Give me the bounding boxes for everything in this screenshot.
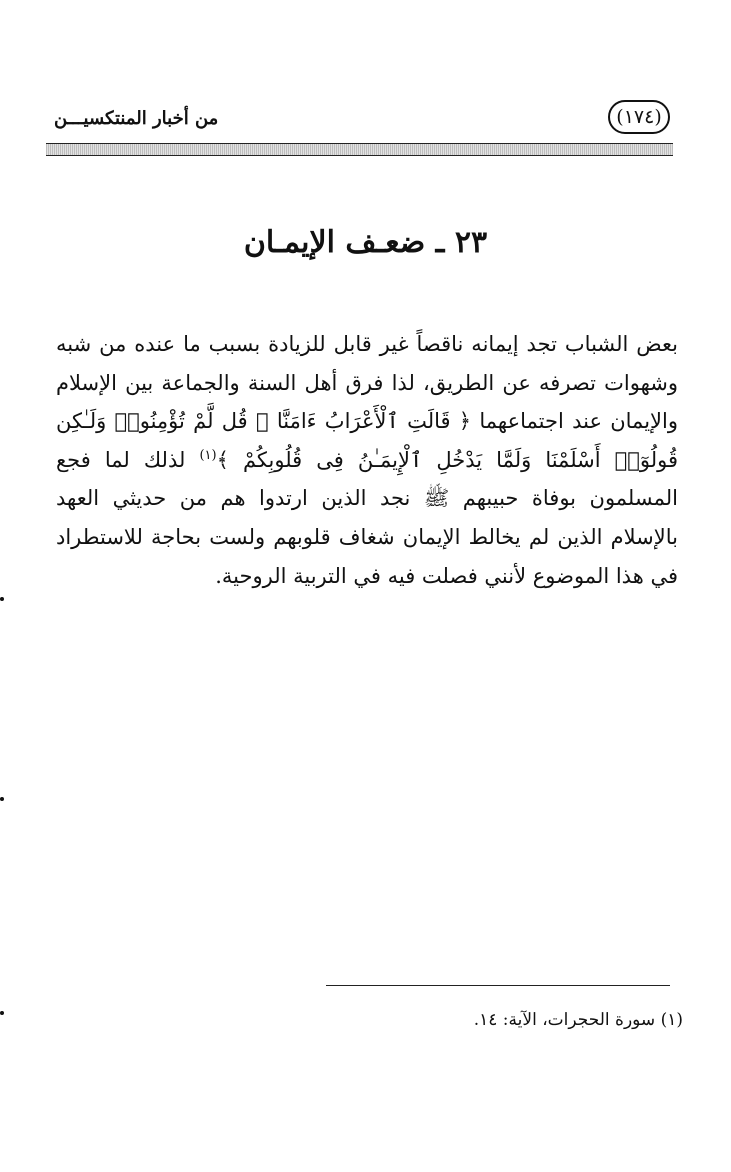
footnote-marker: (١) xyxy=(199,447,217,463)
footnote-divider xyxy=(326,985,670,986)
scan-edge-mark xyxy=(0,597,4,601)
page-header xyxy=(46,100,676,144)
chapter-title: ٢٣ ـ ضعـف الإيمـان xyxy=(243,225,488,260)
scan-edge-mark xyxy=(0,797,4,801)
page-number: (١٧٤) xyxy=(608,100,670,134)
running-title: من أخبار المنتكسيـــن xyxy=(54,108,219,129)
paragraph-text-before-quote: بعض الشباب تجد إيمانه ناقصاً غير قابل للزيادة بسبب ما عنده من شبه وشهوات تصرفه عن الطريق، لذا فرق أهل السنة والجماعة بين الإسلام والإيمان عند اجتماعهما xyxy=(56,332,678,434)
footnote: (١) سورة الحجرات، الآية: ١٤. xyxy=(473,1010,683,1030)
body-paragraph xyxy=(56,325,678,595)
quran-verse-quote: ﴿ قَالَتِ ٱلْأَعْرَابُ ءَامَنَّا ۖ قُل لَّمْ تُؤْمِنُوا۟ وَلَـٰكِن قُولُوٓا۟ أَسْلَمْنَا وَلَمَّا يَدْخُلِ ٱلْإِيمَـٰنُ فِى قُلُوبِكُمْ ﴾ xyxy=(56,409,678,472)
paragraph-text-after-quote: لذلك لما فجع المسلمون بوفاة حبيبهم ﷺ نجد الذين ارتدوا هم من حديثي العهد بالإسلام الذين لم يخالط الإيمان شغاف قلوبهم ولست بحاجة للاستطراد في هذا الموضوع لأنني فصلت فيه في التربية الروحية. xyxy=(56,447,678,588)
scan-edge-mark xyxy=(0,1011,4,1015)
header-divider-band xyxy=(46,143,673,156)
